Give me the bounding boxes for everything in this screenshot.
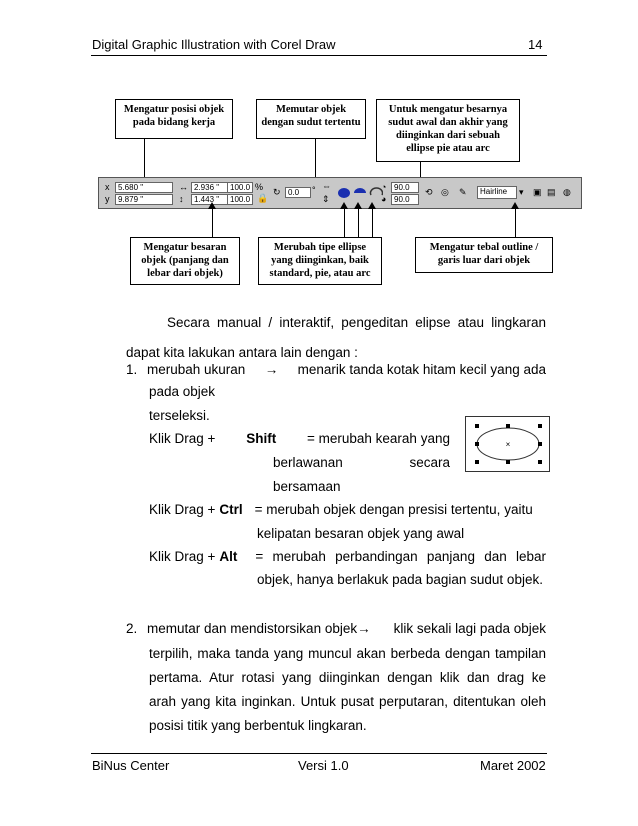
item-1-line-3: terseleksi. [149, 408, 210, 423]
ellipse-type-icons[interactable] [337, 186, 383, 200]
shift-desc-2b: secara [409, 455, 450, 470]
footer-left: BiNus Center [92, 758, 170, 773]
connector [315, 139, 316, 178]
item-1-desc: menarik tanda kotak hitam kecil yang ada [297, 362, 546, 377]
ctrl-prefix: Klik Drag + [149, 502, 216, 517]
height-icon: ↕ [179, 194, 184, 204]
x-label-icon: x [105, 182, 110, 192]
footer-center: Versi 1.0 [298, 758, 349, 773]
item-2-line-1 [147, 617, 546, 641]
width-icon: ↔ [179, 182, 188, 192]
outline-pen-icon: ✎ [459, 187, 467, 197]
connector [420, 162, 421, 178]
to-back-icon[interactable]: ▤ [547, 187, 556, 197]
height-input[interactable]: 1.443 " [191, 194, 247, 205]
selection-handle[interactable] [538, 442, 542, 446]
alt-desc: = merubah perbandingan panjang dan lebar [255, 549, 546, 564]
y-label-icon: y [105, 194, 110, 204]
alt-line-2: objek, hanya berlakuk pada bagian sudut objek. [257, 572, 543, 587]
footer-rule [91, 753, 547, 754]
ctrl-line-2: kelipatan besaran objek yang awal [257, 526, 465, 541]
outline-width-select[interactable]: Hairline [477, 186, 517, 199]
arrow-head [340, 202, 348, 209]
arrow-head [511, 202, 519, 209]
shift-key: Shift [246, 431, 277, 446]
lock-ratio-icon[interactable]: 🔒 [257, 193, 269, 203]
selection-handle[interactable] [538, 424, 542, 428]
item-1-line-1 [147, 358, 546, 382]
selection-handle[interactable] [475, 442, 479, 446]
selection-handle[interactable] [506, 460, 510, 464]
item-2-line-2: terpilih, maka tanda yang muncul akan berbeda dengan tampilan [149, 646, 546, 661]
scale-x-input[interactable]: 100.0 [227, 182, 253, 193]
end-angle-input[interactable]: 90.0 [391, 194, 419, 205]
selected-ellipse-figure [465, 416, 550, 472]
item-2-line-3: pertama. Atur rotasi yang diinginkan dengan klik dan drag ke [149, 670, 546, 685]
selection-handle[interactable] [475, 424, 479, 428]
shift-line-3: bersamaan [273, 479, 341, 494]
shift-desc-2a: berlawanan [273, 455, 343, 470]
scale-y-input[interactable]: 100.0 [227, 194, 253, 205]
mirror-horizontal-icon[interactable]: ⇔ [322, 181, 331, 191]
header-title: Digital Graphic Illustration with Corel Draw [92, 37, 336, 52]
ctrl-line-1 [149, 498, 546, 522]
callout-angle: Untuk mengatur besarnya sudut awal dan akhir yang diinginkan dari sebuah ellipse pie atau arc [376, 99, 520, 162]
rotation-input[interactable]: 0.0 [285, 187, 311, 198]
ctrl-key: Ctrl [219, 502, 243, 517]
callout-outline: Mengatur tebal outline / garis luar dari objek [415, 237, 553, 273]
degree-label: ° [312, 185, 316, 195]
ellipse-icon [338, 188, 350, 198]
item-2-line-4: arah yang kita inginkan. Untuk pusat perputaran, ditentukan oleh [149, 694, 546, 709]
shift-desc: = merubah kearah yang [307, 431, 450, 446]
width-input[interactable]: 2.936 " [191, 182, 247, 193]
wrap-icon[interactable]: ◎ [441, 187, 449, 197]
shift-line-1 [149, 427, 450, 451]
intro-line-2: dapat kita lakukan antara lain dengan : [126, 345, 358, 360]
chevron-down-icon[interactable]: ▾ [519, 187, 524, 197]
connector [344, 205, 345, 238]
item-2-number: 2. [126, 621, 138, 636]
ctrl-desc: = merubah objek dengan presisi tertentu, yaitu [254, 502, 533, 517]
selection-handle[interactable] [506, 424, 510, 428]
start-angle-input[interactable]: 90.0 [391, 182, 419, 193]
mirror-vertical-icon[interactable]: ⇕ [322, 194, 330, 204]
item-1-label: merubah ukuran [147, 362, 246, 377]
start-angle-icon: ◔ [381, 182, 387, 192]
convert-to-curves-icon[interactable]: ◍ [563, 187, 571, 197]
connector [372, 205, 373, 238]
svg-text:×: × [505, 440, 511, 449]
selection-handle[interactable] [538, 460, 542, 464]
arrow-right-icon: → [357, 621, 371, 636]
connector [212, 205, 213, 237]
alt-prefix: Klik Drag + [149, 549, 216, 564]
callout-rotate: Memutar objek dengan sudut tertentu [256, 99, 366, 139]
to-front-icon[interactable]: ▣ [533, 187, 542, 197]
item-1-line-2: pada objek [149, 384, 216, 399]
callout-size: Mengatur besaran objek (panjang dan lebar dari objek) [130, 237, 240, 285]
callout-ellipse-type: Merubah tipe ellipse yang diinginkan, baik standard, pie, atau arc [258, 237, 382, 285]
callout-position: Mengatur posisi objek pada bidang kerja [115, 99, 233, 139]
pie-icon [354, 188, 366, 193]
arrow-head [354, 202, 362, 209]
header-rule [91, 55, 547, 56]
shift-prefix: Klik Drag + [149, 431, 216, 446]
end-angle-icon: ◕ [381, 194, 387, 204]
item-2-desc: klik sekali lagi pada objek [393, 621, 546, 636]
item-1-number: 1. [126, 362, 138, 377]
intro-line-1: Secara manual / interaktif, pengeditan elipse atau lingkaran [167, 315, 546, 330]
arrow-right-icon: → [264, 362, 279, 377]
page-number: 14 [528, 37, 543, 52]
direction-icon[interactable]: ⟲ [425, 187, 433, 197]
item-2-line-5: posisi titik yang berbentuk lingkaran. [149, 718, 367, 733]
connector [358, 205, 359, 238]
arrow-head [368, 202, 376, 209]
connector [515, 205, 516, 237]
alt-line-1 [149, 545, 546, 569]
shift-line-2 [273, 451, 450, 475]
item-2-label: memutar dan mendistorsikan objek→ [147, 621, 371, 636]
alt-key: Alt [219, 549, 238, 564]
rotation-icon: ↻ [273, 187, 281, 197]
position-x-input[interactable]: 5.680 " [115, 182, 173, 193]
selection-handle[interactable] [475, 460, 479, 464]
footer-right: Maret 2002 [480, 758, 546, 773]
position-y-input[interactable]: 9.879 " [115, 194, 173, 205]
percent-label: % [255, 182, 264, 192]
arrow-head [208, 202, 216, 209]
